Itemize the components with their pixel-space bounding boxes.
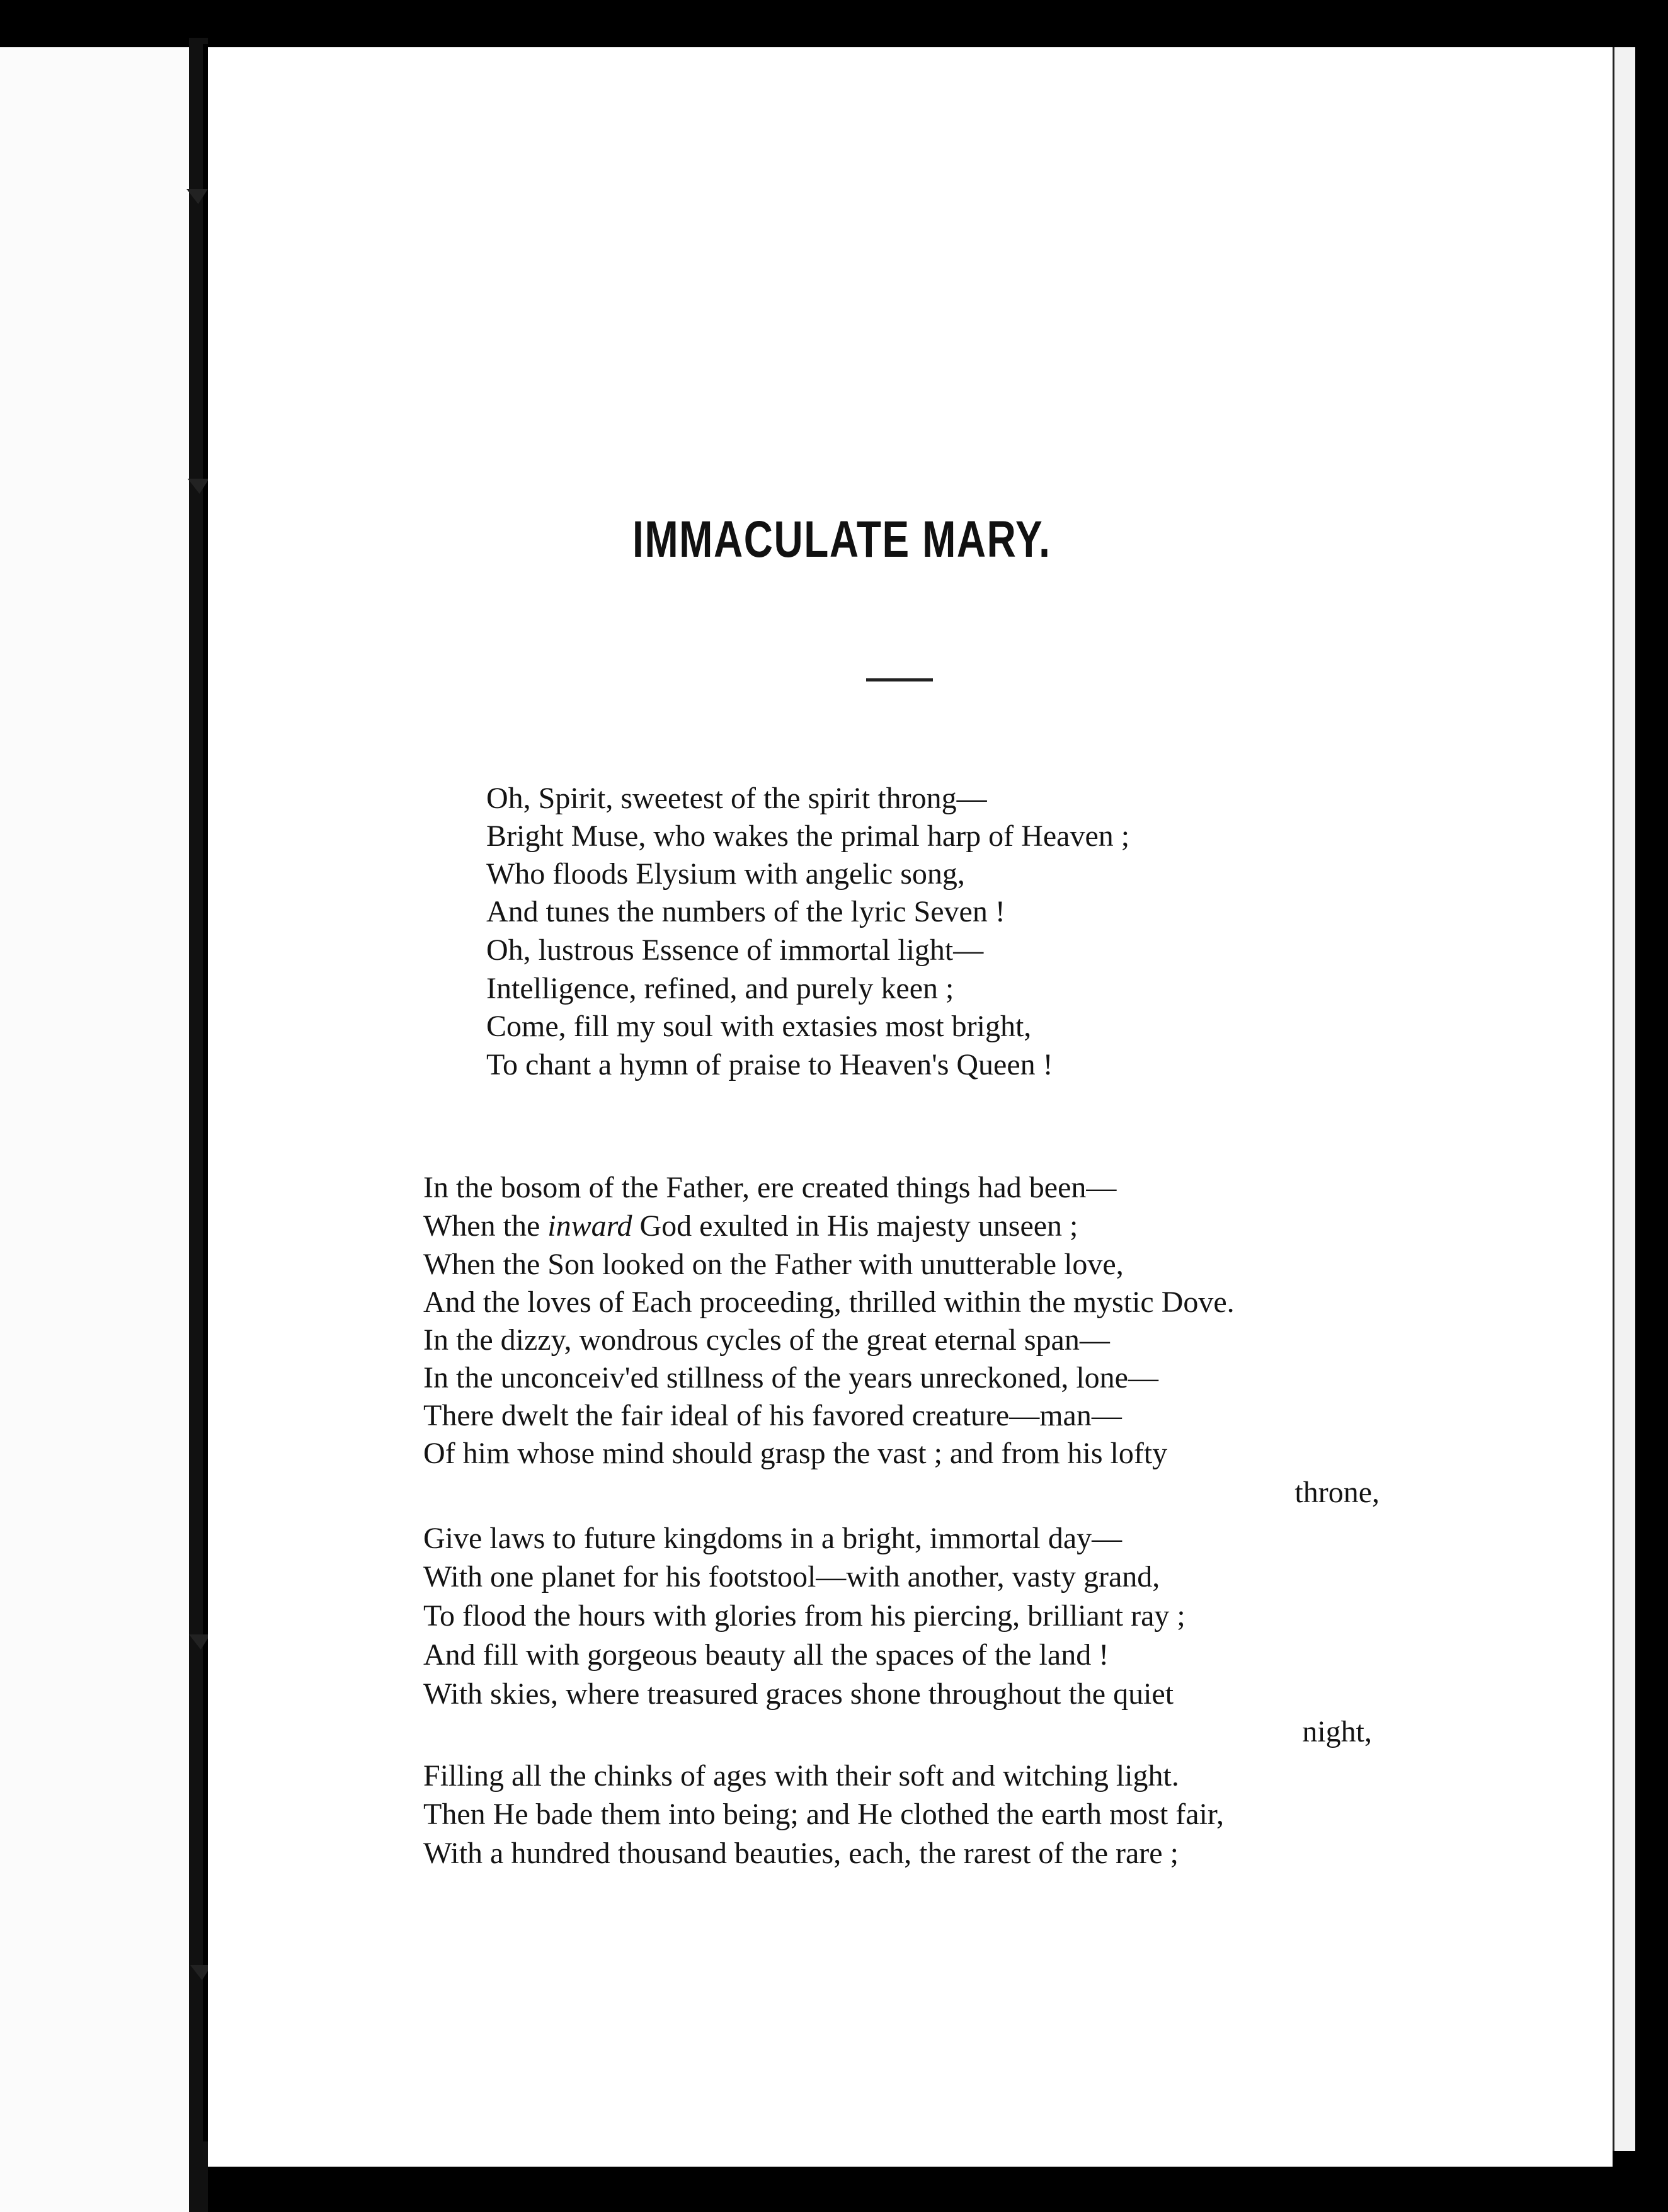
poem-line: In the dizzy, wondrous cycles of the great eternal span— — [423, 1323, 1110, 1357]
poem-line: With one planet for his footstool—with another, vasty grand, — [423, 1560, 1160, 1593]
intro-line: Bright Muse, who wakes the primal harp of Heaven ; — [486, 819, 1130, 853]
poem-line: There dwelt the fair ideal of his favored creature—man— — [423, 1399, 1122, 1432]
left-page-leaf — [0, 47, 189, 2212]
poem-line: With a hundred thousand beauties, each, the rarest of the rare ; — [423, 1837, 1179, 1870]
poem-line: When the Son looked on the Father with unutterable love, — [423, 1248, 1124, 1281]
intro-line: Intelligence, refined, and purely keen ; — [486, 972, 954, 1005]
page-edge — [1613, 47, 1637, 2151]
poem-title: IMMACULATE MARY. — [632, 511, 1051, 568]
poem-line: Give laws to future kingdoms in a bright, immortal day— — [423, 1522, 1122, 1555]
title-divider — [866, 678, 933, 681]
italic-word: inward — [547, 1209, 632, 1243]
intro-line: And tunes the numbers of the lyric Seven ! — [486, 895, 1005, 928]
poem-line: To flood the hours with glories from his piercing, brilliant ray ; — [423, 1599, 1185, 1633]
poem-line: And the loves of Each proceeding, thrilled within the mystic Dove. — [423, 1286, 1235, 1319]
poem-line: With skies, where treasured graces shone throughout the quiet — [423, 1677, 1174, 1711]
intro-line: Oh, Spirit, sweetest of the spirit throng— — [486, 782, 987, 815]
turned-line: throne, — [1294, 1476, 1380, 1509]
intro-line: To chant a hymn of praise to Heaven's Queen ! — [486, 1048, 1053, 1081]
intro-line: Oh, lustrous Essence of immortal light— — [486, 933, 984, 967]
scan-border — [208, 2167, 1635, 2212]
poem-line: In the bosom of the Father, ere created things had been— — [423, 1171, 1117, 1204]
poem-line: Then He bade them into being; and He clothed the earth most fair, — [423, 1798, 1224, 1831]
line-text: When the — [423, 1209, 548, 1243]
poem-line: Of him whose mind should grasp the vast ; and from his lofty — [423, 1437, 1168, 1470]
poem-line: In the unconceiv'ed stillness of the years unreckoned, lone— — [423, 1361, 1158, 1394]
spine-edge — [203, 44, 208, 2141]
poem-line: And fill with gorgeous beauty all the spaces of the land ! — [423, 1638, 1109, 1672]
scan-border — [1635, 38, 1668, 2212]
intro-line: Who floods Elysium with angelic song, — [486, 857, 965, 891]
turned-line: night, — [1302, 1715, 1372, 1748]
intro-line: Come, fill my soul with extasies most bright, — [486, 1010, 1032, 1043]
poem-line: Filling all the chinks of ages with their soft and witching light. — [423, 1759, 1179, 1793]
line-text: God exulted in His majesty unseen ; — [632, 1209, 1078, 1243]
poem-line — [423, 1209, 1078, 1244]
